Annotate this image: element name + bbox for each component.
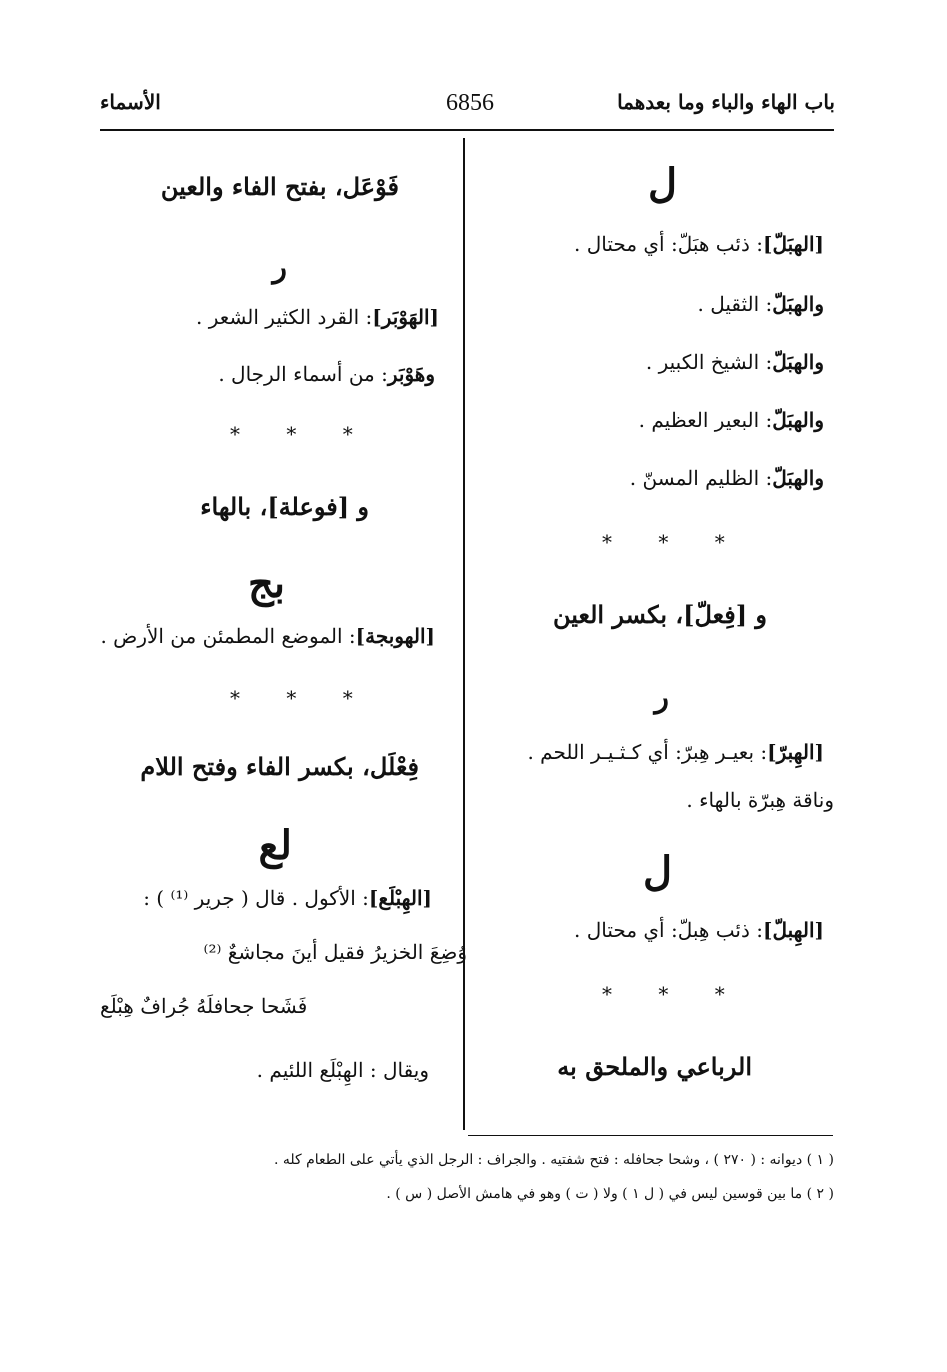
entry-text: : الأكول . قال ( جرير ⁽¹⁾ ) : [143, 886, 369, 910]
root-heading-l1: ل [647, 160, 677, 207]
section-heading: و [فِعلّ]، بكسر العين [553, 600, 767, 629]
entry-headword: وهَوْبَر [387, 362, 435, 386]
entry-headword: [الهِبلّ] [763, 918, 824, 942]
entry-headword: [الهِبْلَع] [368, 886, 432, 910]
root-heading-r: ر [272, 250, 287, 285]
entry-line [143, 886, 432, 910]
header-rule [100, 129, 834, 131]
entry-text: : بعيـر هِبرّ: أي كـثـيـر اللحم . [527, 740, 768, 764]
entry-line [646, 350, 824, 374]
entry-text: : ذئب هبَلّ: أي محتال . [574, 232, 764, 256]
entry-line [574, 918, 824, 942]
verse-line: فَشَحا جحافلَهُ جُرافٌ هِبْلَع [100, 994, 308, 1018]
entry-line [574, 232, 824, 256]
entry-line [697, 292, 824, 316]
entry-text: : الثقيل . [697, 292, 773, 316]
separator-stars: * * * [230, 686, 373, 710]
entry-headword: [الهِبرّ] [767, 740, 824, 764]
entry-line [527, 740, 824, 764]
entry-line [196, 305, 439, 329]
root-heading-r: ر [654, 680, 669, 715]
entry-text: : الشيخ الكبير . [645, 350, 773, 374]
section-heading: فَوْعَل، بفتح الفاء والعين [160, 172, 399, 201]
section-title: الأسماء [100, 90, 161, 114]
footnote: ( ٢ ) ما بين قوسين ليس في ( ل ١ ) ولا ( ت ) وهو في هامش الأصل ( س ) . [386, 1186, 834, 1202]
section-heading: و [فوعلة]، بالهاء [200, 492, 369, 521]
entry-line [218, 362, 435, 386]
running-title: باب الهاء والباء وما بعدهما [617, 90, 835, 114]
root-heading-l2: ل [642, 848, 672, 895]
entry-line [639, 408, 824, 432]
entry-headword: [الهَوْبَر] [372, 305, 439, 329]
root-heading-bj: بج [248, 560, 285, 607]
entry-headword: [الهبَلّ] [763, 232, 824, 256]
entry-line: وناقة هِبرّة بالهاء . [686, 788, 834, 812]
entry-text: : الظليم المسنّ . [629, 466, 773, 490]
footnote: ( ١ ) ديوانه : ( ٢٧٠ ) ، وشحا جحافله : فتح شفتيه . والجراف : الرجل الذي يأتي على الطعام كله . [273, 1152, 834, 1168]
entry-text: : ذئب هِبلّ: أي محتال . [574, 918, 764, 942]
section-heading: فِعْلَل، بكسر الفاء وفتح اللام [140, 752, 419, 781]
entry-line: ويقال : الهِبْلَع اللئيم . [256, 1058, 429, 1082]
entry-headword: والهبَلّ [772, 350, 824, 374]
separator-stars: * * * [602, 982, 745, 1006]
root-heading-la: لع [258, 822, 292, 869]
entry-headword: والهبَلّ [772, 408, 824, 432]
entry-headword: [الهوبجة] [355, 624, 435, 648]
separator-stars: * * * [230, 422, 373, 446]
entry-line [630, 466, 824, 490]
entry-text: : القرد الكثير الشعر . [196, 305, 373, 329]
verse-line: وُضِعَ الخزيرُ فقيل أينَ مجاشعٌ ⁽²⁾ [203, 940, 467, 964]
entry-text: : من أسماء الرجال . [218, 362, 388, 386]
section-heading: الرباعي والملحق به [557, 1052, 752, 1081]
column-divider [463, 138, 465, 1130]
entry-line [100, 624, 435, 648]
entry-text: : البعير العظيم . [638, 408, 773, 432]
separator-stars: * * * [602, 530, 745, 554]
entry-headword: والهبَلّ [772, 292, 824, 316]
entry-text: : الموضع المطمئن من الأرض . [100, 624, 356, 648]
footnote-rule [468, 1135, 833, 1136]
entry-headword: والهبَلّ [772, 466, 824, 490]
page-number: 6856 [446, 90, 494, 116]
